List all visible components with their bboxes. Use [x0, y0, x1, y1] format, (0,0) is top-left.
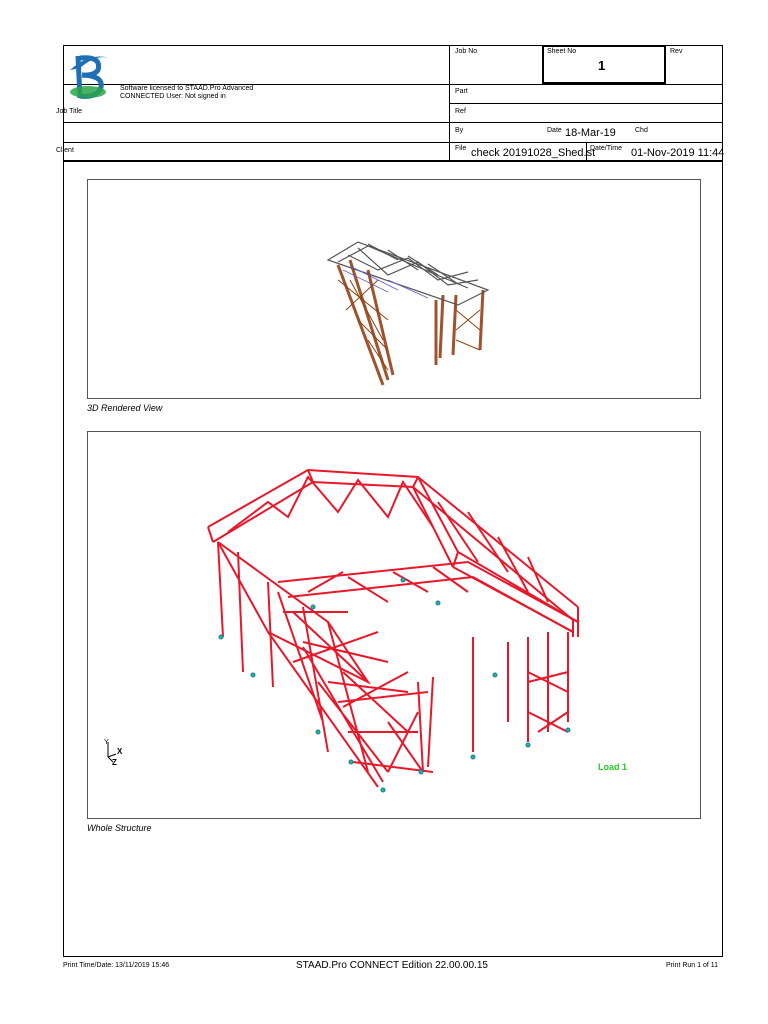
print-run: Print Run 1 of 11 [666, 962, 719, 969]
header-bottom-border [63, 160, 723, 162]
sheet-no-value: 1 [598, 58, 606, 73]
datetime-value: 01-Nov-2019 11:44 [631, 147, 725, 159]
header-divider [63, 122, 723, 123]
header-divider [63, 142, 723, 143]
ref-label: Ref [455, 108, 466, 115]
date-value: 18-Mar-19 [565, 127, 616, 139]
axis-x-label: X [117, 747, 123, 756]
datetime-label: Date/Time [590, 145, 623, 152]
part-label: Part [455, 88, 468, 95]
load-label: Load 1 [598, 762, 628, 772]
header-divider [449, 103, 723, 104]
by-label: By [455, 127, 464, 134]
file-value: check 20191028_Shed.st [471, 147, 596, 159]
sheet-no-label: Sheet No [547, 48, 577, 55]
rendered-structure-image [88, 180, 700, 398]
axis-z-label: Z [112, 758, 117, 767]
job-no-label: Job No [455, 48, 478, 55]
rendered-view-caption: 3D Rendered View [87, 403, 163, 413]
rev-label: Rev [670, 48, 683, 55]
job-title-label: Job Title [56, 108, 83, 115]
whole-structure-caption: Whole Structure [87, 823, 152, 833]
file-label: File [455, 145, 467, 152]
header-divider [449, 45, 450, 161]
axis-y-label: Y [104, 739, 109, 746]
license-text: Software licensed to STAAD.Pro Advanced [120, 85, 254, 92]
print-time: Print Time/Date: 13/11/2019 15:46 [63, 962, 170, 969]
date-label: Date [547, 127, 562, 134]
license-text: CONNECTED User: Not signed in [120, 93, 226, 100]
chd-label: Chd [635, 127, 648, 134]
client-label: Client [56, 147, 74, 154]
bentley-logo-icon [66, 48, 114, 100]
software-edition: STAAD.Pro CONNECT Edition 22.00.00.15 [296, 960, 488, 971]
rendered-view-panel [87, 179, 701, 399]
